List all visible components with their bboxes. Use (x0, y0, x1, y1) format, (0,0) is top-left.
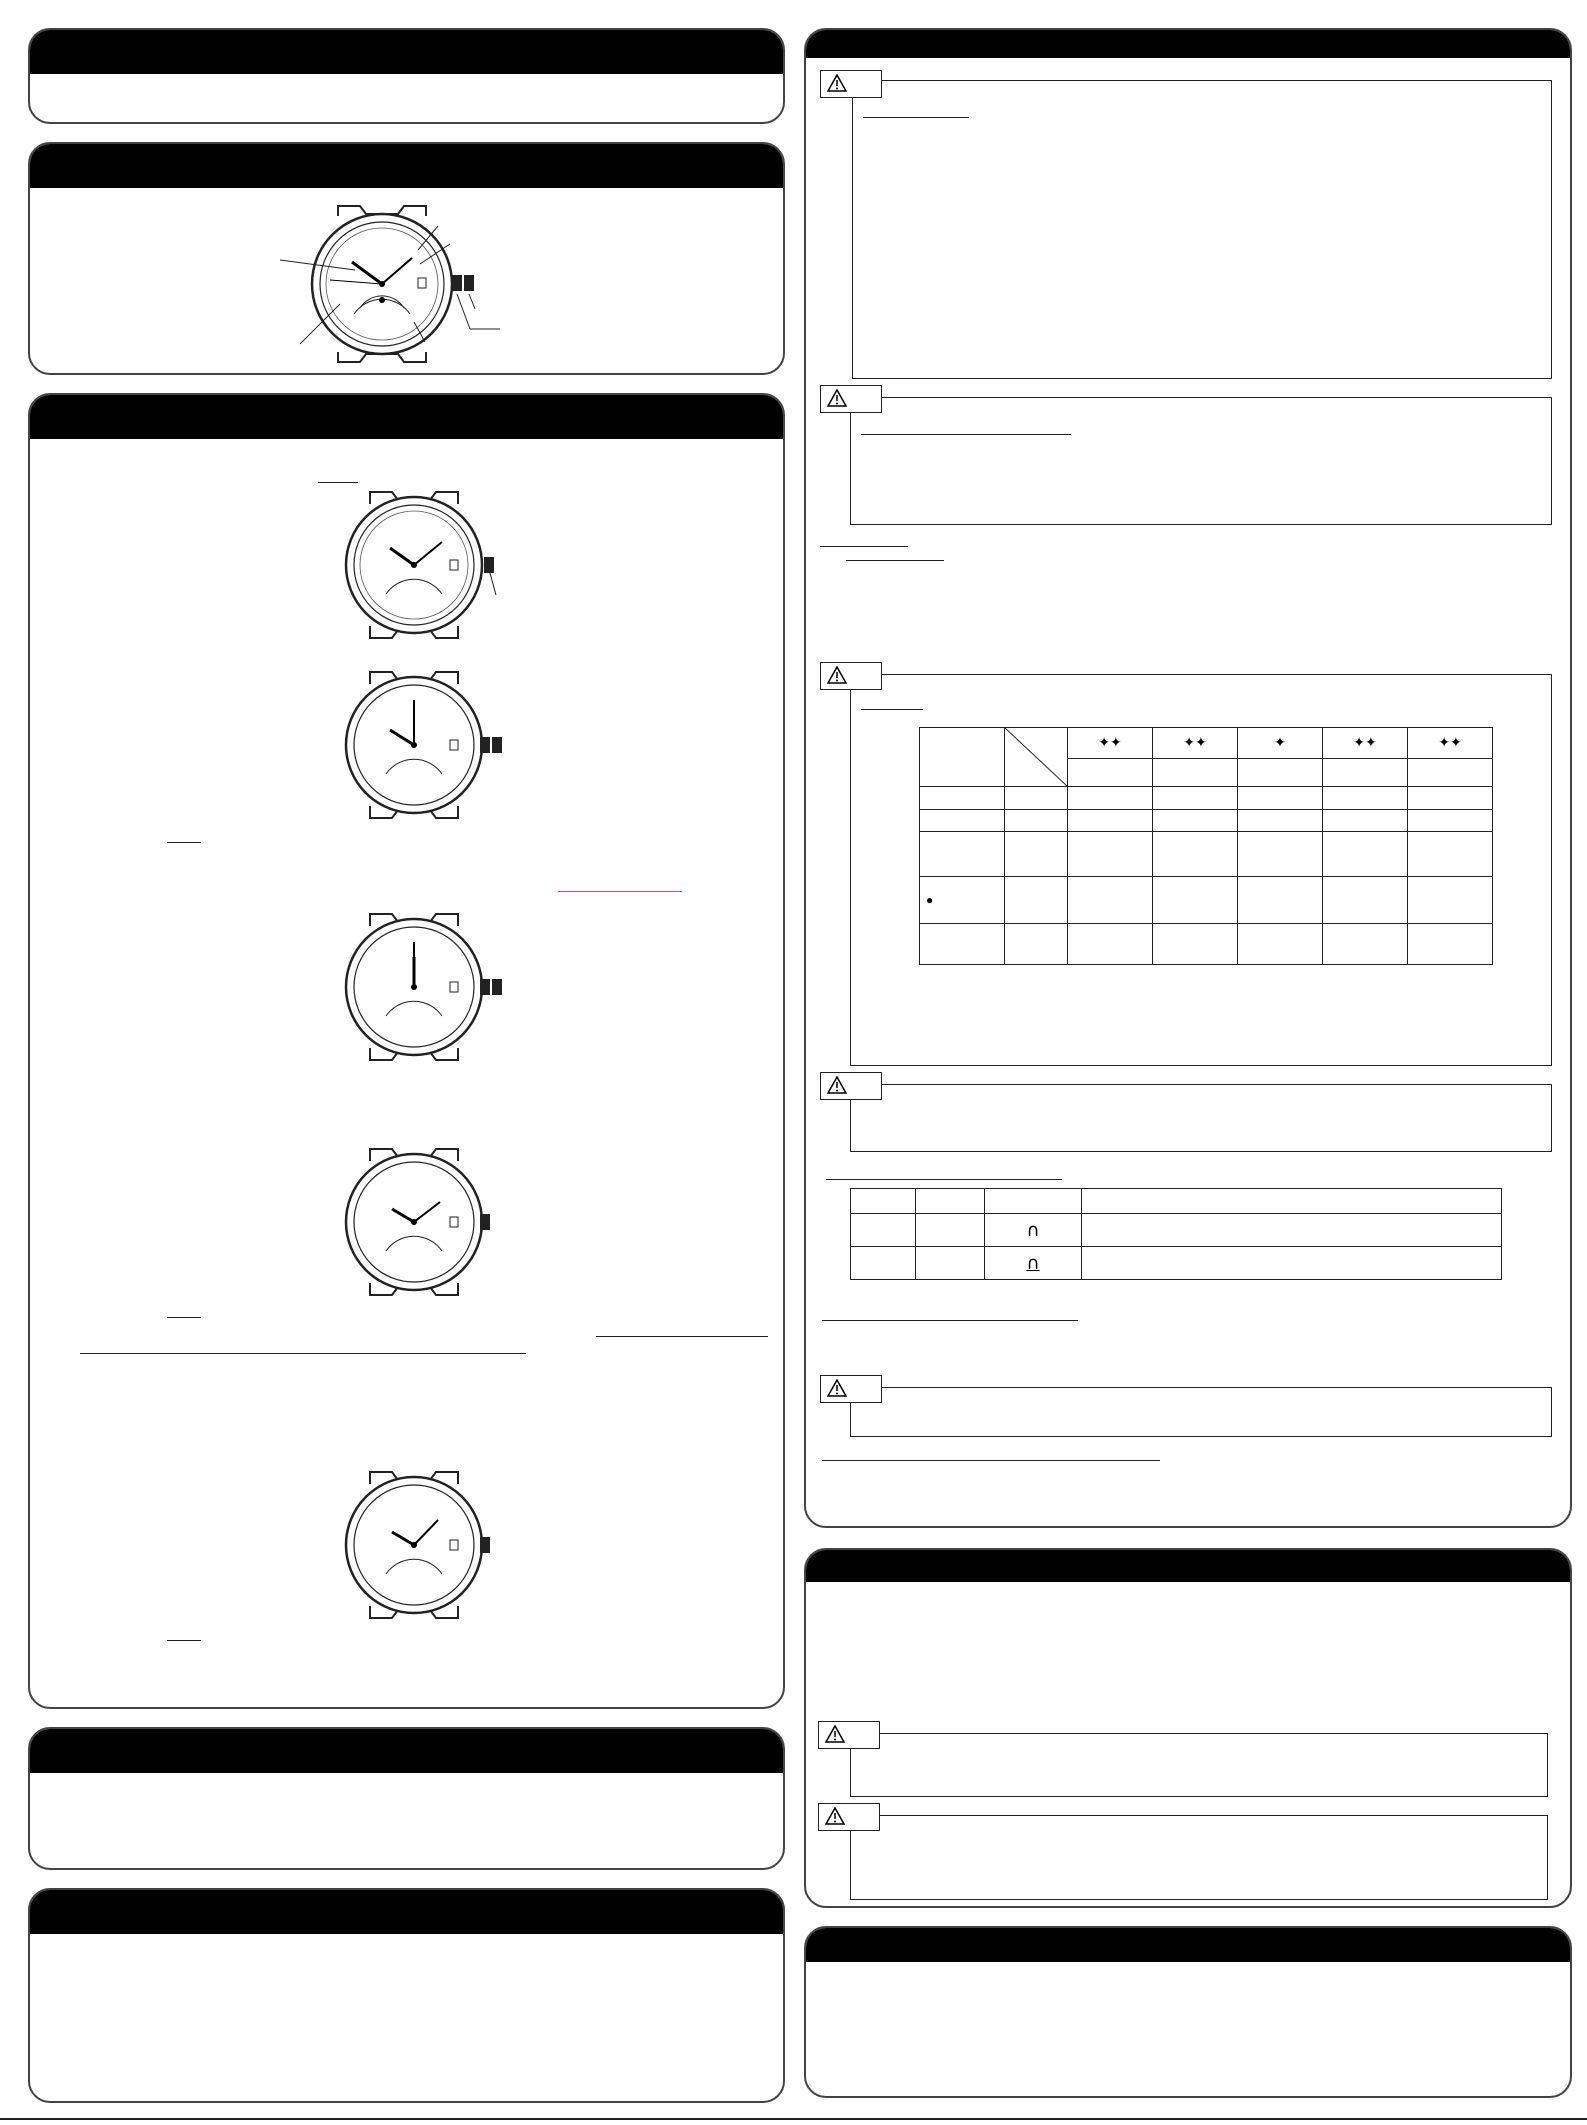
table-cell (1068, 877, 1153, 924)
warning-triangle-icon (827, 1379, 847, 1397)
table-cell (1153, 787, 1238, 809)
table-cell (1408, 809, 1493, 831)
magnetic-resistance-table (850, 1188, 1502, 1280)
precautions-panel (804, 28, 1572, 1528)
underline-mark (167, 1317, 201, 1318)
warning-label (820, 1375, 882, 1403)
page-bottom-rule (0, 2118, 1587, 2120)
table-cell (1323, 758, 1408, 787)
table-cell (1153, 728, 1238, 759)
table-cell (1238, 832, 1323, 877)
watch-diagram-labeled (260, 204, 500, 364)
water-drop-icon: ✦✦ (1183, 733, 1207, 750)
table-cell (1153, 809, 1238, 831)
setting-instructions-panel (28, 393, 785, 1709)
table-cell (1068, 787, 1153, 809)
water-drop-icon: ✦✦ (1098, 733, 1122, 750)
panel-header-bar (30, 395, 783, 439)
water-drop-icon: ✦✦ (1438, 733, 1462, 750)
panel-header-bar (30, 144, 783, 188)
table-cell (985, 1214, 1082, 1247)
info-panel (28, 1888, 785, 2103)
table-cell (1323, 728, 1408, 759)
underline-mark (596, 1336, 768, 1337)
warning-triangle-icon (827, 74, 847, 92)
table-cell (1323, 924, 1408, 965)
table-cell (1323, 877, 1408, 924)
care-panel (804, 1548, 1572, 1908)
table-cell (916, 1214, 985, 1247)
table-cell (985, 1189, 1082, 1214)
underline-mark (820, 546, 908, 547)
warning-box (850, 397, 1552, 525)
warning-triangle-icon (827, 389, 847, 407)
warning-triangle-icon (825, 1725, 845, 1743)
table-cell (1005, 832, 1068, 877)
warning-triangle-icon (827, 666, 847, 684)
warning-label (818, 1803, 880, 1831)
water-drop-icon: ✦✦ (1353, 733, 1377, 750)
warning-box (852, 80, 1552, 379)
table-cell (1082, 1214, 1502, 1247)
underline-mark (167, 1640, 201, 1641)
panel-header-bar (30, 30, 783, 74)
table-cell (1408, 758, 1493, 787)
table-cell (851, 1189, 916, 1214)
table-cell (1068, 832, 1153, 877)
table-cell (1408, 832, 1493, 877)
table-cell (851, 1247, 916, 1280)
watch-illustration (330, 1470, 520, 1620)
warning-label (820, 1072, 882, 1100)
underline-mark (822, 1460, 1160, 1461)
underline-mark (318, 482, 358, 483)
water-drop-icon: ✦ (1274, 733, 1286, 750)
table-cell (920, 924, 1005, 965)
warning-box (850, 1815, 1548, 1900)
warning-box (850, 1733, 1548, 1797)
warning-label (820, 662, 882, 690)
table-cell (916, 1189, 985, 1214)
table-cell (1238, 809, 1323, 831)
warning-label (818, 1721, 880, 1749)
table-cell (1408, 924, 1493, 965)
table-cell (1005, 924, 1068, 965)
table-cell (851, 1214, 916, 1247)
underline-mark (822, 1320, 1078, 1321)
table-cell (1082, 1189, 1502, 1214)
underline-mark (846, 560, 944, 561)
table-cell (1082, 1247, 1502, 1280)
magnet-symbol-icon: ∩ (1026, 1252, 1040, 1274)
underline-mark (80, 1353, 526, 1354)
table-cell (1068, 728, 1153, 759)
table-cell (1408, 728, 1493, 759)
warning-box (850, 1387, 1552, 1437)
underline-mark (861, 709, 923, 710)
warning-triangle-icon (825, 1807, 845, 1825)
warning-label (820, 385, 882, 413)
warning-box (850, 1084, 1552, 1152)
table-cell (1068, 758, 1153, 787)
table-cell (1005, 787, 1068, 809)
table-cell (1238, 877, 1323, 924)
table-cell (1153, 832, 1238, 877)
table-cell (1153, 758, 1238, 787)
table-cell (916, 1247, 985, 1280)
underline-mark (826, 1179, 1062, 1180)
part-names-panel (28, 142, 785, 375)
warning-box (850, 674, 1552, 1066)
watch-illustration (330, 490, 520, 640)
table-cell (920, 809, 1005, 831)
table-cell (1068, 924, 1153, 965)
panel-header-bar (806, 30, 1570, 58)
table-cell (1238, 728, 1323, 759)
link-underline[interactable] (558, 891, 682, 892)
underline-mark (863, 117, 969, 118)
table-cell (1323, 809, 1408, 831)
table-cell (1238, 787, 1323, 809)
info-panel-top (28, 28, 785, 124)
table-cell (1005, 877, 1068, 924)
table-cell (920, 787, 1005, 809)
table-cell (1153, 924, 1238, 965)
underline-mark (167, 842, 201, 843)
warning-triangle-icon (827, 1076, 847, 1094)
table-cell (1068, 809, 1153, 831)
table-cell (920, 877, 1005, 924)
table-cell-diagonal (1005, 728, 1068, 787)
warning-label (820, 70, 882, 98)
table-cell (1153, 877, 1238, 924)
water-drop-icon: ● (926, 893, 934, 908)
table-cell (920, 832, 1005, 877)
table-cell (1005, 809, 1068, 831)
table-cell (1238, 758, 1323, 787)
table-cell (920, 728, 1005, 787)
panel-header-bar (806, 1928, 1570, 1962)
info-panel (804, 1926, 1572, 2098)
table-cell (1238, 924, 1323, 965)
watch-illustration (330, 912, 520, 1062)
panel-header-bar (30, 1890, 783, 1934)
panel-header-bar (806, 1550, 1570, 1582)
table-cell (1408, 877, 1493, 924)
magnet-symbol-icon: ∩ (1026, 1219, 1040, 1241)
table-cell (985, 1247, 1082, 1280)
watch-illustration (330, 1147, 520, 1297)
table-cell (1408, 787, 1493, 809)
info-panel (28, 1727, 785, 1870)
panel-header-bar (30, 1729, 783, 1773)
table-cell (1323, 787, 1408, 809)
water-resistance-table (919, 727, 1493, 965)
underline-mark (861, 434, 1071, 435)
watch-illustration (330, 670, 520, 820)
table-cell (1323, 832, 1408, 877)
